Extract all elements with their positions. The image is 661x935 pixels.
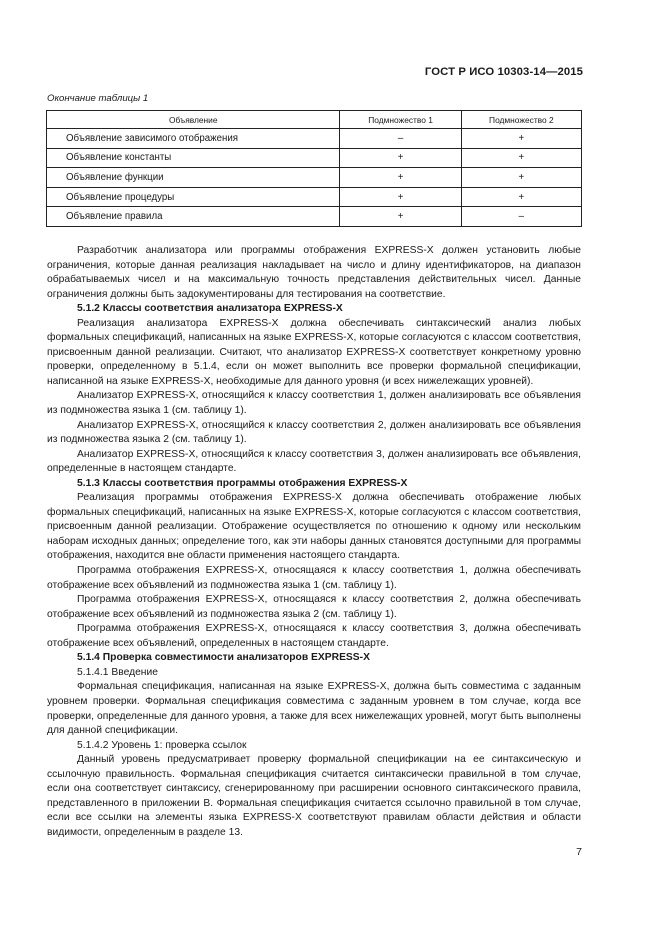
- paragraph: Реализация программы отображения EXPRESS-X должна обеспечивать отображение любых формальных спецификаций, написанных на языке EXPRESS-X, которые согласуются с классом соответствия, присвоенным данной реализации. Отображение осуществляется по отношению к одному или нескольким наборам исходных данных; определение того, как эти наборы данных становятся доступными для программы отображения, находится вне области применения настоящего стандарта.: [47, 492, 581, 562]
- declarations-table: [46, 110, 582, 227]
- column-header: Подмножество 2: [461, 111, 581, 129]
- subset-1-mark: +: [340, 168, 461, 188]
- subset-1-mark: +: [340, 148, 461, 168]
- paragraph: Анализатор EXPRESS-X, относящийся к классу соответствия 3, должен анализировать все объявления, определенные в настоящем стандарте.: [47, 448, 581, 475]
- body-text: [47, 244, 581, 840]
- table-row: [47, 129, 582, 149]
- subset-1-mark: +: [340, 187, 461, 207]
- paragraph: Данный уровень предусматривает проверку формальной спецификации на ее синтаксическую и ссылочную правильность. Формальная спецификация считается синтаксически правильной в том случае, если она соответствует синтаксису, сгенерированному при расширении основного синтаксического правила, представленного в приложении B. Формальная спецификация считается ссылочно правильной в том случае, если все ссылки на элементы языка EXPRESS-X соответствуют правилам области действия и области видимости, определенным в разделе 13.: [47, 754, 581, 838]
- section-heading: 5.1.2 Классы соответствия анализатора EXPRESS-X: [77, 303, 343, 315]
- table-row: [47, 187, 582, 207]
- declaration-name: Объявление константы: [47, 148, 340, 168]
- subset-2-mark: –: [461, 207, 581, 227]
- paragraph: Реализация анализатора EXPRESS-X должна обеспечивать синтаксический анализ любых формальных спецификаций, написанных на языке EXPRESS-X, которые согласуются с классом соответствия, присвоенным данной реализации. Считают, что анализатор EXPRESS-X соответствует конкретному уровню проверки, определенному в 5.1.4, если он может выполнить все проверки формальной спецификации, написанной на языке EXPRESS-X, необходимые для данного уровня (и всех нижележащих уровней).: [47, 317, 581, 387]
- table-row: [47, 207, 582, 227]
- paragraph: Анализатор EXPRESS-X, относящийся к классу соответствия 2, должен анализировать все объявления из подмножества языка 2 (см. таблицу 1).: [47, 419, 581, 446]
- subset-2-mark: +: [461, 148, 581, 168]
- column-header: Подмножество 1: [340, 111, 461, 129]
- paragraph: Анализатор EXPRESS-X, относящийся к классу соответствия 1, должен анализировать все объявления из подмножества языка 1 (см. таблицу 1).: [47, 390, 581, 417]
- declaration-name: Объявление процедуры: [47, 187, 340, 207]
- table-row: [47, 148, 582, 168]
- subsection-heading: 5.1.4.2 Уровень 1: проверка ссылок: [77, 739, 247, 751]
- page-number: 7: [576, 846, 582, 858]
- subset-2-mark: +: [461, 187, 581, 207]
- declaration-name: Объявление правила: [47, 207, 340, 227]
- subset-2-mark: +: [461, 168, 581, 188]
- section-heading: 5.1.4 Проверка совместимости анализаторов EXPRESS-X: [77, 652, 370, 664]
- subsection-heading: 5.1.4.1 Введение: [77, 666, 158, 678]
- table-caption: Окончание таблицы 1: [47, 93, 149, 104]
- subset-2-mark: +: [461, 129, 581, 149]
- subset-1-mark: +: [340, 207, 461, 227]
- column-header: Объявление: [47, 111, 340, 129]
- declaration-name: Объявление функции: [47, 168, 340, 188]
- paragraph: Программа отображения EXPRESS-X, относящаяся к классу соответствия 2, должна обеспечивать отображение всех объявлений из подмножества языка 2 (см. таблицу 1).: [47, 594, 581, 620]
- standard-id: ГОСТ Р ИСО 10303-14—2015: [424, 66, 583, 78]
- paragraph: Программа отображения EXPRESS-X, относящаяся к классу соответствия 1, должна обеспечивать отображение всех объявлений из подмножества языка 1 (см. таблицу 1).: [47, 565, 581, 591]
- paragraph: Разработчик анализатора или программы отображения EXPRESS-X должен установить любые ограничения, которые данная реализация накладывает на число и длину идентификаторов, на диапазон обрабатываемых чисел и на максимальную точность представления действительных чисел. Данные ограничения должны быть задокументированы для тестирования на соответствие.: [47, 245, 581, 300]
- table-row: [47, 168, 582, 188]
- paragraph: Формальная спецификация, написанная на языке EXPRESS-X, должна быть совместима с заданным уровнем проверки. Формальная спецификация совместима с заданным уровнем в том случае, когда все проверки, определенные для данного уровня, а также для всех нижележащих уровней, могут быть выполнены для данной спецификации.: [47, 681, 581, 737]
- table-header-row: [47, 111, 582, 129]
- paragraph: Программа отображения EXPRESS-X, относящаяся к классу соответствия 3, должна обеспечивать отображение всех объявлений, определенных в настоящем стандарте.: [47, 623, 581, 649]
- declaration-name: Объявление зависимого отображения: [47, 129, 340, 149]
- subset-1-mark: –: [340, 129, 461, 149]
- section-heading: 5.1.3 Классы соответствия программы отображения EXPRESS-X: [77, 477, 408, 489]
